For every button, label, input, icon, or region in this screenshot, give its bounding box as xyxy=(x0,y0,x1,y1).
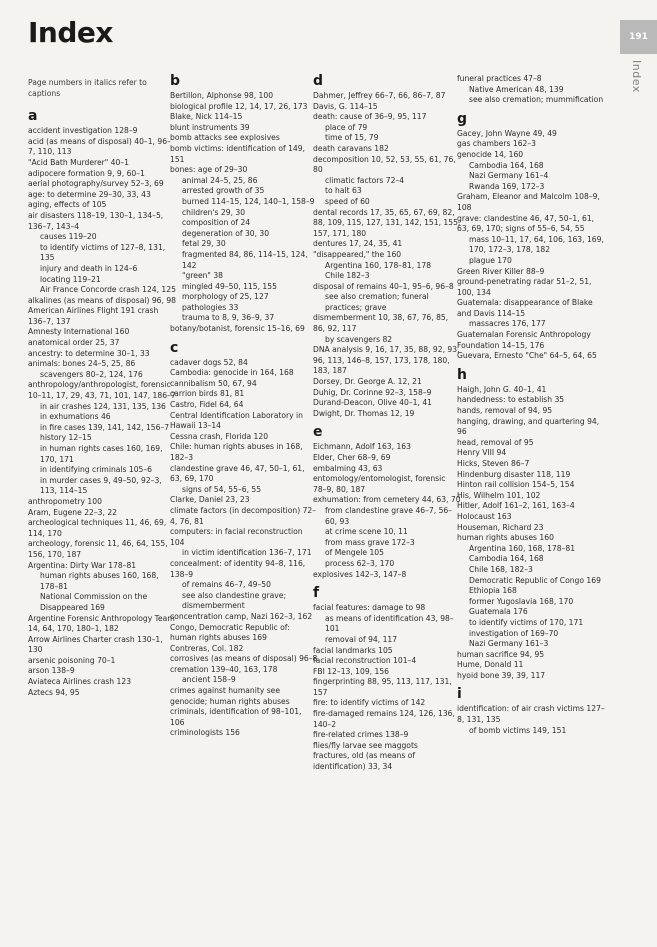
index-entry: Davis, G. 114–15 xyxy=(313,101,378,111)
index-entry: Hindenburg disaster 118, 119 xyxy=(457,469,571,479)
index-entry: accident investigation 128–9 xyxy=(28,126,138,136)
index-entry: anatomical order 25, 37 xyxy=(28,338,120,348)
index-entry: Blake, Nick 114–15 xyxy=(170,112,243,122)
index-subentry: Ethiopia 168 xyxy=(469,586,517,596)
page-title: Index xyxy=(28,16,113,49)
section-side-label: Index xyxy=(630,60,643,93)
index-entry: arson 138–9 xyxy=(28,666,75,676)
index-entry: crimes against humanity see genocide; human rights abuses xyxy=(170,686,290,706)
index-entry: corrosives (as means of disposal) 96–8 xyxy=(170,654,318,664)
section-letter: g xyxy=(457,110,468,127)
index-entry: concealment: of identity 94–8, 116, 138–9 xyxy=(170,558,306,579)
index-entry: Guevara, Ernesto "Che" 64–5, 64, 65 xyxy=(457,351,597,361)
index-entry: Hume, Donald 11 xyxy=(457,660,524,670)
index-entry: funeral practices 47–8 xyxy=(457,74,542,83)
page-number-tab: 191 xyxy=(620,20,657,54)
index-subentry: to halt 63 xyxy=(325,186,362,196)
index-entry: Arrow Airlines Charter crash 130–1, 130 xyxy=(28,634,163,655)
index-entry: "disappeared," the 160 xyxy=(313,249,402,259)
index-entry: Haigh, John G. 40–1, 41 xyxy=(457,384,547,394)
index-entry: dismemberment 10, 38, 67, 76, 85, 86, 92, 117 xyxy=(313,313,449,334)
index-entry: Guatemala: disappearance of Blake and Davis 114–15 xyxy=(457,298,593,318)
index-entry: fire: to identify victims of 142 xyxy=(313,698,426,708)
index-entry: identification: of air crash victims 127–8, 131, 135 xyxy=(457,704,605,725)
index-entry: facial reconstruction 101–4 xyxy=(313,656,417,666)
index-subentry: Chile 182–3 xyxy=(325,271,370,281)
index-subentry: time of 15, 79 xyxy=(325,133,379,143)
index-subentry: mass 10–11, 17, 64, 106, 163, 169, 170, 172–3, 178, 182 xyxy=(469,234,604,255)
index-subentry: composition of 24 xyxy=(182,218,251,228)
index-entry: Bertillon, Alphonse 98, 100 xyxy=(170,91,274,100)
index-entry: His, Wilhelm 101, 102 xyxy=(457,490,541,500)
index-subentry: Air France Concorde crash 124, 125 xyxy=(40,285,176,295)
index-entry: human rights abuses 160 xyxy=(457,533,554,543)
index-subentry: Cambodia 164, 168 xyxy=(469,554,544,564)
index-subentry: mingled 49–50, 115, 155 xyxy=(182,281,277,291)
index-entry: Cambodia: genocide in 164, 168 xyxy=(170,368,294,378)
section-letter: c xyxy=(170,339,179,356)
index-entry: Durand-Deacon, Olive 40–1, 41 xyxy=(313,398,433,408)
index-subentry: of remains 46–7, 49–50 xyxy=(182,580,271,590)
index-entry: Argentina: Dirty War 178–81 xyxy=(28,560,137,570)
index-entry: Duhig, Dr. Corinne 92–3, 158–9 xyxy=(313,387,432,397)
index-entry: explosives 142–3, 147–8 xyxy=(313,569,407,579)
index-entry: Hitler, Adolf 161–2, 161, 163–4 xyxy=(457,501,575,511)
index-entry: bomb victims: identification of 149, 151 xyxy=(170,143,306,164)
index-subentry: plague 170 xyxy=(469,255,512,265)
index-entry: age: to determine 29–30, 33, 43 xyxy=(28,189,151,199)
index-subentry: degeneration of 30, 30 xyxy=(182,228,270,238)
index-subentry: signs of 54, 55–6, 55 xyxy=(182,484,262,494)
index-entry: biological profile 12, 14, 17, 26, 173 xyxy=(170,101,308,111)
index-subentry: Guatemala 176 xyxy=(469,607,528,617)
index-subentry: arrested growth of 35 xyxy=(182,186,265,196)
index-entry: ground-penetrating radar 51–2, 51, 100, 134 xyxy=(457,277,592,297)
index-entry: embalming 43, 63 xyxy=(313,463,383,473)
index-entry: Holocaust 163 xyxy=(457,511,512,521)
index-entry: anthropology/anthropologist, forensic 10–11, 17, 29, 43, 71, 101, 147, 186–7 xyxy=(28,380,176,401)
index-subentry: of bomb victims 149, 151 xyxy=(469,725,567,735)
index-subentry: in air crashes 124, 131, 135, 136 xyxy=(40,401,166,411)
index-entry: Henry VIII 94 xyxy=(457,448,507,458)
index-subentry: Chile 168, 182–3 xyxy=(469,564,533,574)
index-subentry: of Mengele 105 xyxy=(325,548,384,558)
index-subentry: Native American 48, 139 xyxy=(469,84,564,94)
index-entry: anthropometry 100 xyxy=(28,496,102,506)
index-subentry: pathologies 33 xyxy=(182,302,239,312)
index-subentry: by scavengers 82 xyxy=(325,334,393,344)
index-entry: Clarke, Daniel 23, 23 xyxy=(170,495,250,505)
index-subentry: Democratic Republic of Congo 169 xyxy=(469,575,601,585)
index-column-1 xyxy=(28,74,176,698)
index-subentry: scavengers 80–2, 124, 176 xyxy=(40,369,143,379)
index-subentry: see also clandestine grave; dismemberment xyxy=(182,590,286,611)
index-subentry: at crime scene 10, 11 xyxy=(325,527,408,537)
index-entry: hyoid bone 39, 39, 117 xyxy=(457,670,546,680)
index-entry: facial features: damage to 98 xyxy=(313,603,426,613)
index-subentry: morphology of 25, 127 xyxy=(182,292,269,302)
index-subentry: trauma to 8, 9, 36–9, 37 xyxy=(182,313,275,323)
index-subentry: "green" 38 xyxy=(182,271,223,281)
index-entry: botany/botanist, forensic 15–16, 69 xyxy=(170,324,305,334)
index-entry: Eichmann, Adolf 163, 163 xyxy=(313,442,411,452)
index-entry: Dwight, Dr. Thomas 12, 19 xyxy=(313,408,415,418)
index-subentry: in murder cases 9, 49–50, 92–3, 113, 114–15 xyxy=(40,475,162,496)
italics-note: Page numbers in italics refer to captions xyxy=(28,78,147,98)
index-entry: Gacey, John Wayne 49, 49 xyxy=(457,128,557,138)
index-entry: handedness: to establish 35 xyxy=(457,395,565,405)
index-entry: Aram, Eugene 22–3, 22 xyxy=(28,507,117,517)
index-entry: Graham, Eleanor and Malcolm 108–9, 108 xyxy=(457,192,600,212)
index-entry: Guatemalan Forensic Anthropology Foundation 14–15, 176 xyxy=(457,330,591,350)
index-entry: archeological techniques 11, 46, 69, 114, 170 xyxy=(28,518,167,538)
index-entry: bones: age of 29–30 xyxy=(170,165,248,175)
index-entry: fingerprinting 88, 95, 113, 117, 131, 157 xyxy=(313,677,452,697)
index-entry: head, removal of 95 xyxy=(457,437,534,447)
index-subentry: investigation of 169–70 xyxy=(469,628,559,638)
index-entry: criminologists 156 xyxy=(170,728,240,738)
index-entry: Amnesty International 160 xyxy=(28,327,130,337)
index-subentry: in identifying criminals 105–6 xyxy=(40,465,153,475)
index-entry: Houseman, Richard 23 xyxy=(457,522,544,532)
index-entry: cadaver dogs 52, 84 xyxy=(170,357,248,367)
index-entry: death caravans 182 xyxy=(313,143,389,153)
index-entry: human sacrifice 94, 95 xyxy=(457,649,545,659)
index-entry: alkalines (as means of disposal) 96, 98 xyxy=(28,295,176,305)
index-subentry: speed of 60 xyxy=(325,196,370,206)
index-entry: decomposition 10, 52, 53, 55, 61, 76, 80 xyxy=(313,154,456,175)
index-entry: American Airlines Flight 191 crash 136–7, 137 xyxy=(28,306,159,326)
index-entry: aging, effects of 105 xyxy=(28,200,107,210)
index-entry: blunt instruments 39 xyxy=(170,122,250,132)
index-entry: Hicks, Steven 86–7 xyxy=(457,459,530,468)
section-letter: e xyxy=(313,424,323,441)
index-subentry: Argentina 160, 168, 178–81 xyxy=(469,543,576,553)
index-entry: concentration camp, Nazi 162–3, 162 xyxy=(170,611,313,621)
index-entry: Aztecs 94, 95 xyxy=(28,687,80,697)
section-letter: b xyxy=(170,73,181,89)
index-subentry: fetal 29, 30 xyxy=(182,239,226,249)
index-entry: ancestry: to determine 30–1, 33 xyxy=(28,348,150,358)
index-subentry: place of 79 xyxy=(325,122,368,132)
index-subentry: climatic factors 72–4 xyxy=(325,175,405,185)
index-subentry: burned 114–15, 124, 140–1, 158–9 xyxy=(182,196,315,206)
index-entry: Hinton rail collision 154–5, 154 xyxy=(457,480,575,490)
index-subentry: Argentina 160, 178–81, 178 xyxy=(325,260,432,270)
section-letter: d xyxy=(313,73,324,89)
index-entry: Castro, Fidel 64, 64 xyxy=(170,400,244,410)
index-entry: cremation 139–40, 163, 178 xyxy=(170,664,278,674)
index-entry: dentures 17, 24, 35, 41 xyxy=(313,239,403,249)
section-letter: i xyxy=(457,686,462,703)
index-entry: fire-damaged remains 124, 126, 136, 140–2 xyxy=(313,709,455,729)
index-entry: Central Identification Laboratory in Hawaii 13–14 xyxy=(170,410,303,431)
index-subentry: history 12–15 xyxy=(40,433,92,443)
index-subentry: as means of identification 43, 98–101 xyxy=(325,613,454,634)
index-subentry: Nazi Germany 161–4 xyxy=(469,171,549,181)
index-subentry: in human rights cases 160, 169, 170, 171 xyxy=(40,444,163,464)
index-entry: disposal of remains 40–1, 95–6, 96–8 xyxy=(313,281,454,291)
index-entry: gas chambers 162–3 xyxy=(457,139,536,149)
index-entry: carrion birds 81, 81 xyxy=(170,389,245,399)
index-entry: flies/fly larvae see maggots xyxy=(313,740,418,750)
index-entry: criminals, identification of 98–101, 106 xyxy=(170,707,302,727)
index-entry: Elder, Cher 68–9, 69 xyxy=(313,453,391,462)
index-subentry: fragmented 84, 86, 114–15, 124, 142 xyxy=(182,249,308,270)
index-subentry: causes 119–20 xyxy=(40,232,97,242)
index-entry: "Acid Bath Murderer" 40–1 xyxy=(28,157,129,167)
index-subentry: from mass grave 172–3 xyxy=(325,537,415,547)
index-column-2 xyxy=(170,74,318,739)
index-entry: adipocere formation 9, 9, 60–1 xyxy=(28,168,145,178)
index-entry: grave: clandestine 46, 47, 50–1, 61, 63, 69, 170; signs of 55–6, 54, 55 xyxy=(457,213,595,234)
index-subentry: injury and death in 124–6 xyxy=(40,263,138,273)
section-letter: f xyxy=(313,585,320,602)
index-entry: hanging, drawing, and quartering 94, 96 xyxy=(457,416,600,437)
index-subentry: Nazi Germany 161–3 xyxy=(469,639,549,649)
index-subentry: process 62–3, 170 xyxy=(325,558,395,568)
index-entry: animals: bones 24–5, 25, 86 xyxy=(28,359,136,369)
index-subentry: Rwanda 169, 172–3 xyxy=(469,181,545,191)
index-subentry: in exhumations 46 xyxy=(40,412,111,422)
index-entry: clandestine grave 46, 47, 50–1, 61, 63, 69, 170 xyxy=(170,463,305,484)
index-entry: computers: in facial reconstruction 104 xyxy=(170,527,303,547)
index-subentry: in victim identification 136–7, 171 xyxy=(182,548,312,558)
index-entry: DNA analysis 9, 16, 17, 35, 88, 92, 93, 96, 113, 146–8, 157, 173, 178, 180, 183, 187 xyxy=(313,345,460,376)
index-column-4 xyxy=(457,74,605,736)
index-subentry: see also cremation; mummification xyxy=(469,95,604,105)
index-subentry: locating 119–21 xyxy=(40,274,101,284)
index-entry: Cessna crash, Florida 120 xyxy=(170,431,269,441)
index-entry: Green River Killer 88–9 xyxy=(457,266,545,276)
index-entry: Argentine Forensic Anthropology Team 14, 64, 170, 180–1, 182 xyxy=(28,613,175,634)
index-subentry: removal of 94, 117 xyxy=(325,634,398,644)
index-subentry: massacres 176, 177 xyxy=(469,319,546,329)
index-entry: Aviateca Airlines crash 123 xyxy=(28,677,132,687)
index-entry: aerial photography/survey 52–3, 69 xyxy=(28,179,164,189)
index-subentry: National Commission on the Disappeared 169 xyxy=(40,592,148,612)
index-subentry: ancient 158–9 xyxy=(182,675,236,685)
index-entry: air disasters 118–19, 130–1, 134–5, 136–7, 143–4 xyxy=(28,210,164,231)
index-entry: Chile: human rights abuses in 168, 182–3 xyxy=(170,442,303,462)
section-letter: h xyxy=(457,366,467,383)
index-entry: fractures, old (as means of identification) 33, 34 xyxy=(313,751,416,772)
index-subentry: human rights abuses 160, 168, 178–81 xyxy=(40,571,159,591)
index-entry: entomology/entomologist, forensic 78–9, 80, 187 xyxy=(313,474,446,494)
index-entry: arsenic poisoning 70–1 xyxy=(28,655,116,665)
index-entry: Congo, Democratic Republic of: human rights abuses 169 xyxy=(170,622,290,643)
index-subentry: animal 24–5, 25, 86 xyxy=(182,175,258,185)
index-subentry: to identify victims of 127–8, 131, 135 xyxy=(40,242,166,263)
index-subentry: to identify victims of 170, 171 xyxy=(469,617,584,627)
index-entry: facial landmarks 105 xyxy=(313,645,393,655)
section-letter: a xyxy=(28,108,38,125)
index-entry: archeology, forensic 11, 46, 64, 155, 156, 170, 187 xyxy=(28,539,168,559)
index-subentry: children's 29, 30 xyxy=(182,207,246,217)
index-entry: hands, removal of 94, 95 xyxy=(457,406,553,416)
index-entry: exhumation: from cemetery 44, 63, 70 xyxy=(313,495,461,505)
index-entry: climate factors (in decomposition) 72–4, 76, 81 xyxy=(170,505,317,526)
index-subentry: see also cremation; funeral practices; grave xyxy=(325,292,429,312)
index-entry: genocide 14, 160 xyxy=(457,149,524,159)
index-subentry: former Yugoslavia 168, 170 xyxy=(469,596,574,606)
index-entry: cannibalism 50, 67, 94 xyxy=(170,378,257,388)
index-entry: Dahmer, Jeffrey 66–7, 66, 86–7, 87 xyxy=(313,91,446,100)
index-entry: FBI 12–13, 109, 156 xyxy=(313,666,389,676)
index-entry: dental records 17, 35, 65, 67, 69, 82, 88, 109, 115, 127, 131, 142, 151, 155, 157, 171, 180 xyxy=(313,207,461,238)
index-column-3 xyxy=(313,74,461,773)
index-entry: fire-related crimes 138–9 xyxy=(313,730,409,740)
index-subentry: Cambodia 164, 168 xyxy=(469,160,544,170)
index-entry: death: cause of 36–9, 95, 117 xyxy=(313,112,427,122)
index-entry: bomb attacks see explosives xyxy=(170,133,280,143)
index-entry: Contreras, Col. 182 xyxy=(170,643,244,653)
index-subentry: from clandestine grave 46–7, 56–60, 93 xyxy=(325,505,453,526)
index-entry: Dorsey, Dr. George A. 12, 21 xyxy=(313,377,422,387)
index-subentry: in fire cases 139, 141, 142, 156–7 xyxy=(40,422,170,432)
index-entry: acid (as means of disposal) 40–1, 96–7, 110, 113 xyxy=(28,136,171,157)
